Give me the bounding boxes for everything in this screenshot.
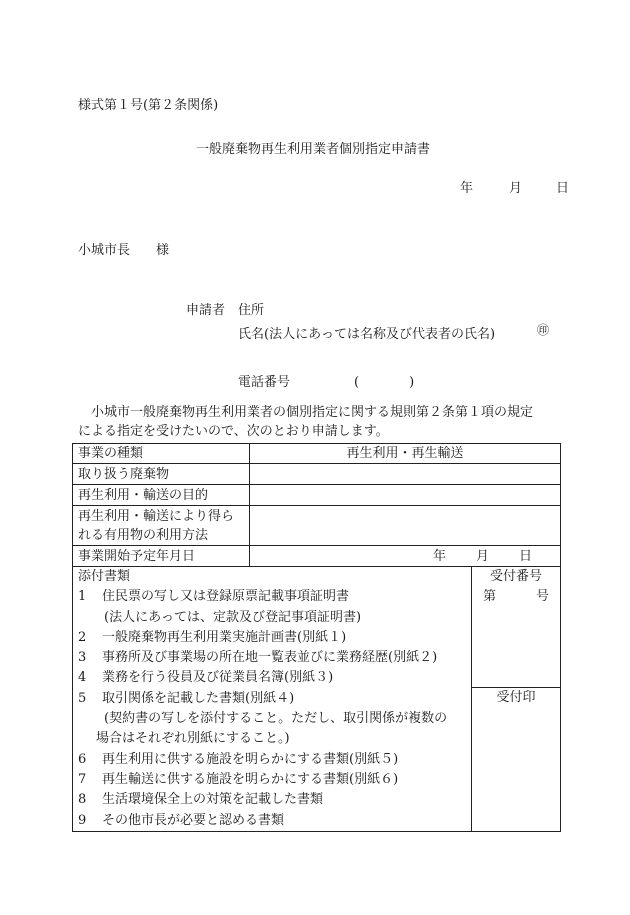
date-day: 日 — [556, 181, 570, 196]
date-month: 月 — [509, 181, 523, 196]
attachment-number: 9 — [78, 812, 87, 828]
attachment-text: 住民票の写し又は登録原票記載事項証明書 — [102, 589, 350, 605]
intro-line-2: による指定を受けたいので、次のとおり申請します。 — [78, 424, 389, 439]
attachment-item — [78, 729, 466, 749]
seal-mark: ㊞ — [537, 323, 550, 337]
usage-label — [73, 506, 250, 546]
table-row — [73, 546, 561, 567]
applicant-block — [186, 303, 495, 399]
attachment-number: 2 — [78, 629, 87, 645]
attachments-cell — [73, 567, 472, 832]
table-row — [73, 506, 561, 546]
attachment-text: その他市長が必要と認める書類 — [102, 812, 285, 828]
attachment-text: 取引関係を記載した書類(別紙４) — [102, 690, 295, 706]
attachment-item — [78, 608, 466, 628]
start-date-label: 事業開始予定年月日 — [73, 546, 250, 567]
waste-label: 取り扱う廃棄物 — [73, 464, 250, 485]
table-row — [73, 567, 561, 688]
attachment-item — [78, 709, 466, 729]
start-day: 日 — [519, 548, 533, 564]
receipt-number-cell — [472, 567, 561, 688]
receipt-seal-label: 受付印 — [496, 690, 536, 705]
receipt-number-row — [477, 587, 555, 607]
receipt-seal-cell — [472, 688, 561, 832]
start-month: 月 — [476, 548, 490, 564]
attachment-text: 再生利用に供する施設を明らかにする書類(別紙５) — [102, 751, 399, 767]
attachments-title: 添付書類 — [78, 569, 131, 584]
addressee — [78, 243, 169, 259]
attachment-item — [78, 811, 466, 831]
attachment-item — [78, 790, 466, 810]
attachment-item — [78, 628, 466, 648]
purpose-label: 再生利用・輸送の目的 — [73, 485, 250, 506]
attachment-number: 1 — [78, 589, 87, 605]
table-row — [73, 444, 561, 464]
table-row — [73, 485, 561, 506]
name-label: 氏名(法人にあっては名称及び代表者の氏名) — [238, 327, 496, 342]
usage-label-line-2: れる有用物の利用方法 — [78, 527, 209, 543]
receipt-number-label: 受付番号 — [490, 569, 543, 584]
application-table — [72, 443, 561, 832]
document-title: 一般廃棄物再生利用業者個別指定申請書 — [196, 142, 431, 157]
attachment-text: 一般廃棄物再生利用業実施計画書(別紙１) — [102, 629, 347, 645]
address-label: 住所 — [238, 303, 265, 318]
usage-field[interactable] — [250, 506, 561, 546]
phone-label: 電話番号 — [238, 375, 291, 390]
attachment-number: 5 — [78, 690, 87, 706]
attachment-text: (法人にあっては、定款及び登記事項証明書) — [104, 609, 362, 625]
attachment-text: 場合はそれぞれ別紙にすること。) — [96, 731, 290, 747]
applicant-label: 申請者 — [186, 303, 226, 318]
attachment-item — [78, 750, 466, 770]
form-number: 様式第１号(第２条関係) — [78, 98, 219, 113]
receipt-number-suffix: 号 — [536, 589, 550, 604]
attachment-text: (契約書の写しを添付すること。ただし、取引関係が複数の — [104, 711, 448, 727]
attachment-item — [78, 668, 466, 688]
attachment-text: 再生輸送に供する施設を明らかにする書類(別紙６) — [102, 771, 399, 787]
attachment-number: 6 — [78, 751, 87, 767]
attachment-number: 8 — [78, 792, 87, 808]
waste-field[interactable] — [250, 464, 561, 485]
receipt-number-prefix: 第 — [483, 589, 497, 604]
attachment-text: 事務所及び事業場の所在地一覧表並びに業務経歴(別紙２) — [102, 650, 438, 666]
start-year: 年 — [433, 548, 447, 564]
intro-line-1: 小城市一般廃棄物再生利用業者の個別指定に関する規則第２条第１項の規定 — [91, 405, 534, 420]
application-date — [460, 181, 569, 197]
attachment-item — [78, 770, 466, 790]
attachment-item — [78, 587, 466, 607]
intro-paragraph — [78, 403, 558, 441]
attachment-number: 3 — [78, 650, 87, 666]
usage-label-line-1: 再生利用・輸送により得ら — [78, 508, 235, 524]
attachment-item — [78, 689, 466, 709]
attachment-text: 生活環境保全上の対策を記載した書類 — [102, 792, 324, 808]
business-type-value: 再生利用・再生輸送 — [250, 444, 561, 464]
attachments-list — [78, 587, 466, 831]
business-type-label: 事業の種類 — [73, 444, 250, 464]
attachment-number: 7 — [78, 771, 87, 787]
attachment-text: 業務を行う役員及び従業員名簿(別紙３) — [102, 670, 334, 686]
attachment-item — [78, 648, 466, 668]
addressee-honorific: 様 — [156, 243, 170, 258]
addressee-name: 小城市長 — [78, 243, 131, 258]
attachment-number: 4 — [78, 670, 87, 686]
table-row — [73, 464, 561, 485]
phone-paren-open: ( — [354, 375, 360, 390]
phone-paren-close: ) — [409, 375, 415, 390]
date-year: 年 — [460, 181, 474, 196]
purpose-field[interactable] — [250, 485, 561, 506]
start-date-field[interactable] — [250, 546, 561, 567]
